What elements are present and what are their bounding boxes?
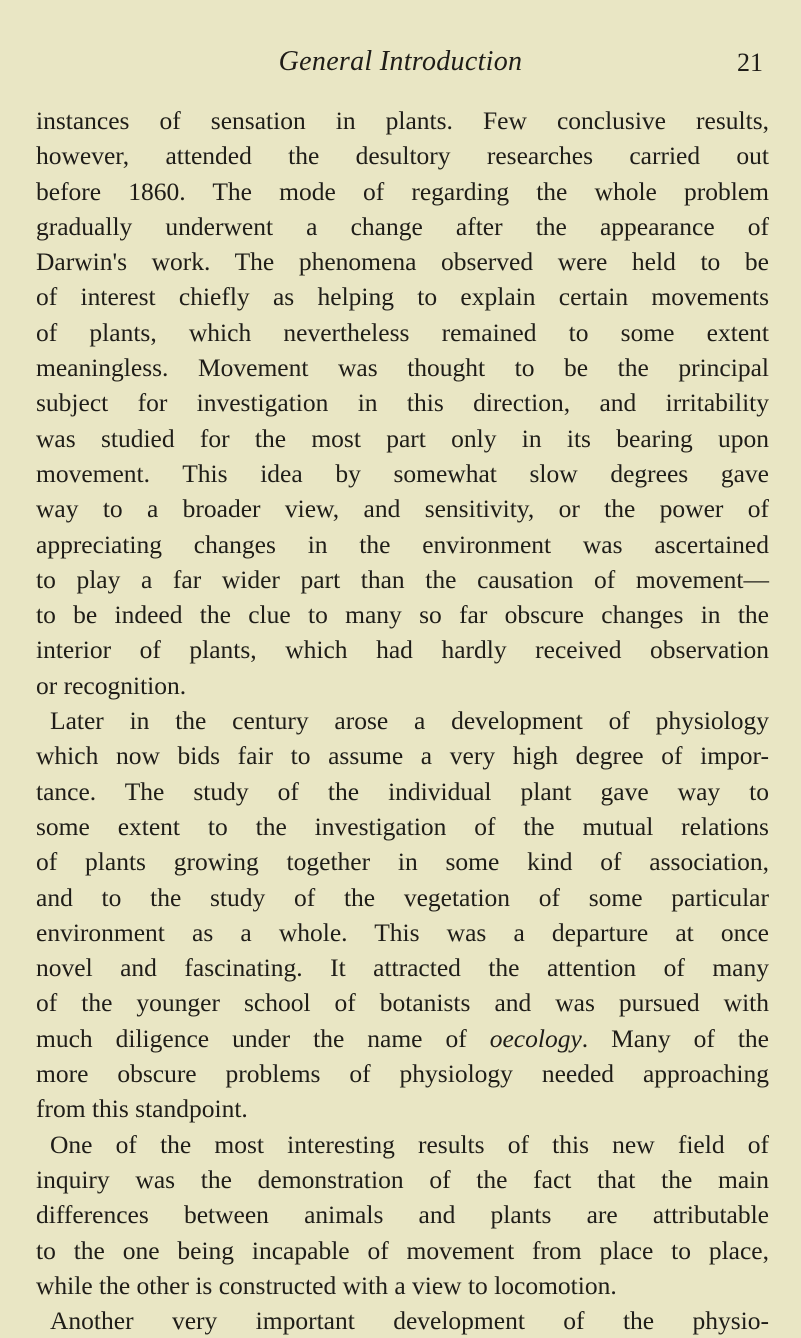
- body-text: [36, 103, 769, 1338]
- paragraph-1: [36, 103, 769, 703]
- text-line: of plants, which nevertheless remained to some extent: [36, 317, 769, 347]
- text-segment: . Many of the: [581, 1023, 769, 1053]
- text-line: Another very important development of the physio-: [50, 1306, 769, 1336]
- text-line: interior of plants, which had hardly received observation: [36, 635, 769, 665]
- text-line: before 1860. The mode of regarding the whole problem: [36, 176, 769, 206]
- text-line: gradually underwent a change after the appearance of: [36, 211, 769, 241]
- text-line: to the one being incapable of movement from place to place,: [36, 1235, 769, 1265]
- paragraph-3: [36, 1127, 769, 1303]
- text-line: to play a far wider part than the causation of movement—: [36, 564, 769, 594]
- text-line: meaningless. Movement was thought to be the principal: [36, 353, 769, 383]
- text-line: while the other is constructed with a view to locomotion.: [36, 1270, 617, 1300]
- text-line: from this standpoint.: [36, 1094, 248, 1124]
- text-line: way to a broader view, and sensitivity, or the power of: [36, 494, 769, 524]
- text-line: and to the study of the vegetation of some particular: [36, 882, 769, 912]
- text-line: which now bids fair to assume a very high degree of impor-: [36, 741, 769, 771]
- text-line: of the younger school of botanists and was pursued with: [36, 988, 769, 1018]
- text-line: tance. The study of the individual plant gave way to: [36, 776, 769, 806]
- text-line: One of the most interesting results of this new field of: [50, 1129, 769, 1159]
- paragraph-2: [36, 703, 769, 1127]
- text-line: appreciating changes in the environment was ascertained: [36, 529, 769, 559]
- text-line: or recognition.: [36, 670, 187, 700]
- running-title: General Introduction: [278, 46, 523, 77]
- text-line: inquiry was the demonstration of the fact that the main: [36, 1164, 769, 1194]
- text-line: subject for investigation in this direction, and irritability: [36, 388, 769, 418]
- text-line: Later in the century arose a development of physiology: [50, 706, 769, 736]
- text-line: instances of sensation in plants. Few conclusive results,: [36, 106, 769, 135]
- text-line: differences between animals and plants are attributable: [36, 1200, 769, 1230]
- text-line: of plants growing together in some kind of association,: [36, 847, 769, 877]
- text-line: some extent to the investigation of the mutual relations: [36, 811, 769, 841]
- text-line: however, attended the desultory researches carried out: [36, 141, 769, 171]
- text-line: movement. This idea by somewhat slow degrees gave: [36, 458, 769, 488]
- text-line: to be indeed the clue to many so far obscure changes in the: [36, 600, 769, 630]
- text-line: of interest chiefly as helping to explain certain movements: [36, 282, 769, 312]
- text-line: novel and fascinating. It attracted the attention of many: [36, 953, 769, 983]
- text-line-with-italic: [36, 1021, 769, 1056]
- text-segment: much diligence under the name of: [36, 1023, 490, 1053]
- italic-term: oecology: [489, 1023, 582, 1053]
- text-line: was studied for the most part only in its bearing upon: [36, 423, 769, 453]
- text-line: more obscure problems of physiology needed approaching: [36, 1059, 769, 1089]
- text-line: Darwin's work. The phenomena observed were held to be: [36, 247, 769, 277]
- page-number: 21: [737, 48, 763, 77]
- paragraph-4: [36, 1303, 769, 1338]
- page-header: [0, 46, 801, 86]
- text-line: environment as a whole. This was a departure at once: [36, 917, 769, 947]
